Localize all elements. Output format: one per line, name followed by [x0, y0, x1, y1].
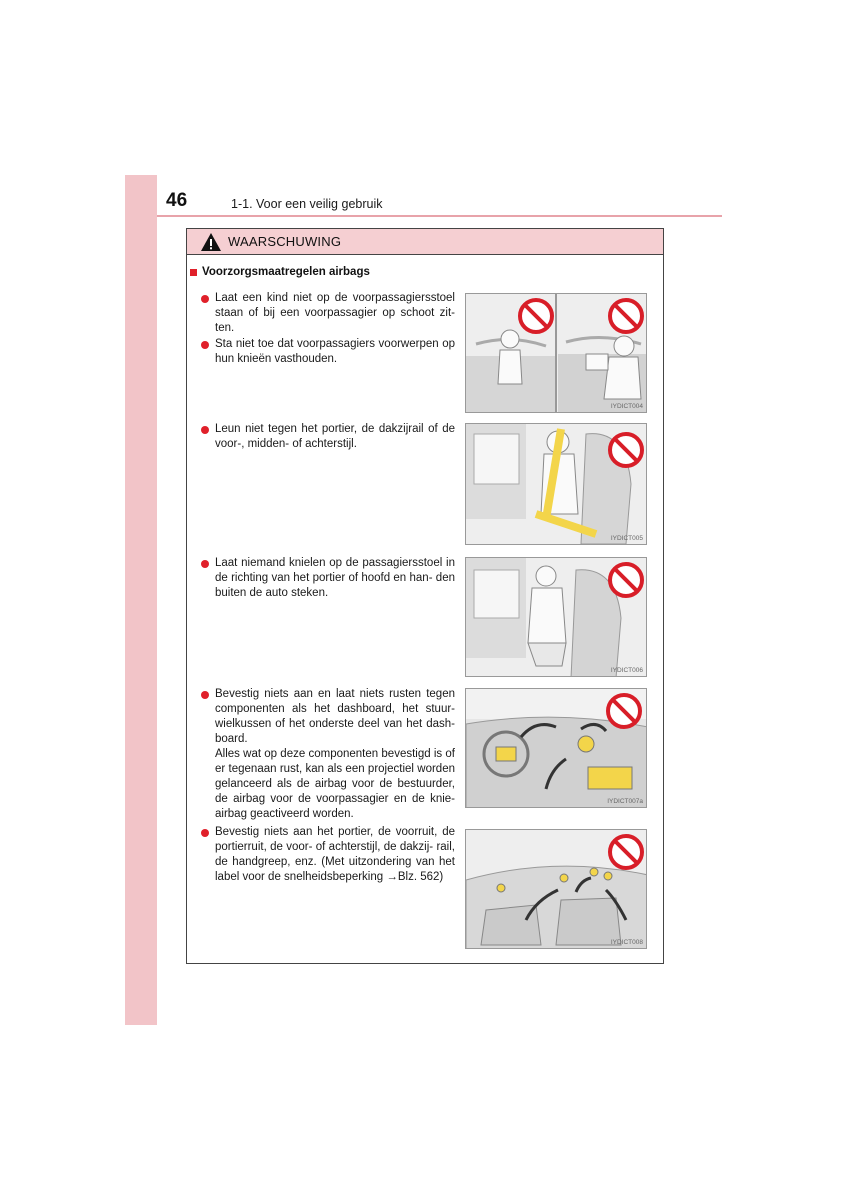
illustration-code: IYDICT006 [610, 667, 643, 674]
prohibited-icon [520, 300, 552, 332]
bullet-text: Leun niet tegen het portier, de dakzijrail of de voor-, midden- of achterstijl. [215, 423, 455, 450]
square-bullet-icon [190, 269, 197, 276]
illustration-dashboard [465, 688, 647, 808]
warning-box [186, 228, 664, 964]
illustration-kneeling [465, 557, 647, 677]
red-dot-icon [201, 560, 209, 568]
subsection-title: Voorzorgsmaatregelen airbags [202, 266, 370, 278]
prohibited-icon [610, 434, 642, 466]
page-number: 46 [166, 190, 188, 211]
prohibited-icon [608, 695, 640, 727]
illustration-code: IYDICT004 [610, 403, 643, 410]
prohibited-icon [610, 564, 642, 596]
side-tab [125, 175, 157, 1025]
prohibited-icon [610, 300, 642, 332]
red-dot-icon [201, 691, 209, 699]
bullet-text: Laat niemand knielen op de passagiersstoel in de richting van het portier of hoofd en han- den buiten de auto steken. [215, 557, 455, 599]
warning-label: WAARSCHUWING [228, 234, 342, 249]
bullet-continuation: Alles wat op deze componenten bevestigd is of er tegenaan rust, kan als een projectiel worden gelanceerd als de airbag voor de bestuurder, de airbag voor de voorpassagier en de knie-airbag geactiveerd worden. [215, 748, 455, 820]
subsection-heading [190, 266, 370, 278]
red-dot-icon [201, 829, 209, 837]
illustration-leaning-door [465, 423, 647, 545]
bullet-text: Sta niet toe dat voorpassagiers voorwerpen op hun knieën vasthouden. [215, 338, 455, 365]
illustration-code: IYDICT005 [610, 535, 643, 542]
bullet-item [201, 291, 455, 336]
red-dot-icon [201, 295, 209, 303]
red-dot-icon [201, 426, 209, 434]
bullet-item [201, 422, 455, 452]
bullet-item [201, 556, 455, 601]
illustration-code: IYDICT007a [607, 798, 643, 805]
header-rule [157, 215, 722, 217]
bullet-text: Bevestig niets aan en laat niets rusten tegen componenten als het dashboard, het stuur- wielkussen of het onderste deel van het dash- board. [215, 688, 455, 745]
bullet-item [201, 825, 455, 885]
red-dot-icon [201, 341, 209, 349]
bullet-text: Laat een kind niet op de voorpassagiersstoel staan of bij een voorpassagier op schoot zit- ten. [215, 292, 455, 334]
illustration-child-passenger [465, 293, 647, 413]
section-title: 1-1. Voor een veilig gebruik [231, 197, 383, 211]
illustration-interior [465, 829, 647, 949]
bullet-text: Bevestig niets aan het portier, de voorruit, de portierruit, de voor- of achterstijl, de dakzij- rail, de handgreep, enz. (Met uitzondering van het label voor de snelheidsbeperking →Blz. 562) [215, 826, 455, 883]
bullet-item [201, 337, 455, 367]
warning-header [187, 229, 663, 255]
warning-triangle-icon [200, 232, 222, 252]
illustration-code: IYDICT008 [610, 939, 643, 946]
bullet-item [201, 687, 455, 822]
prohibited-icon [610, 836, 642, 868]
